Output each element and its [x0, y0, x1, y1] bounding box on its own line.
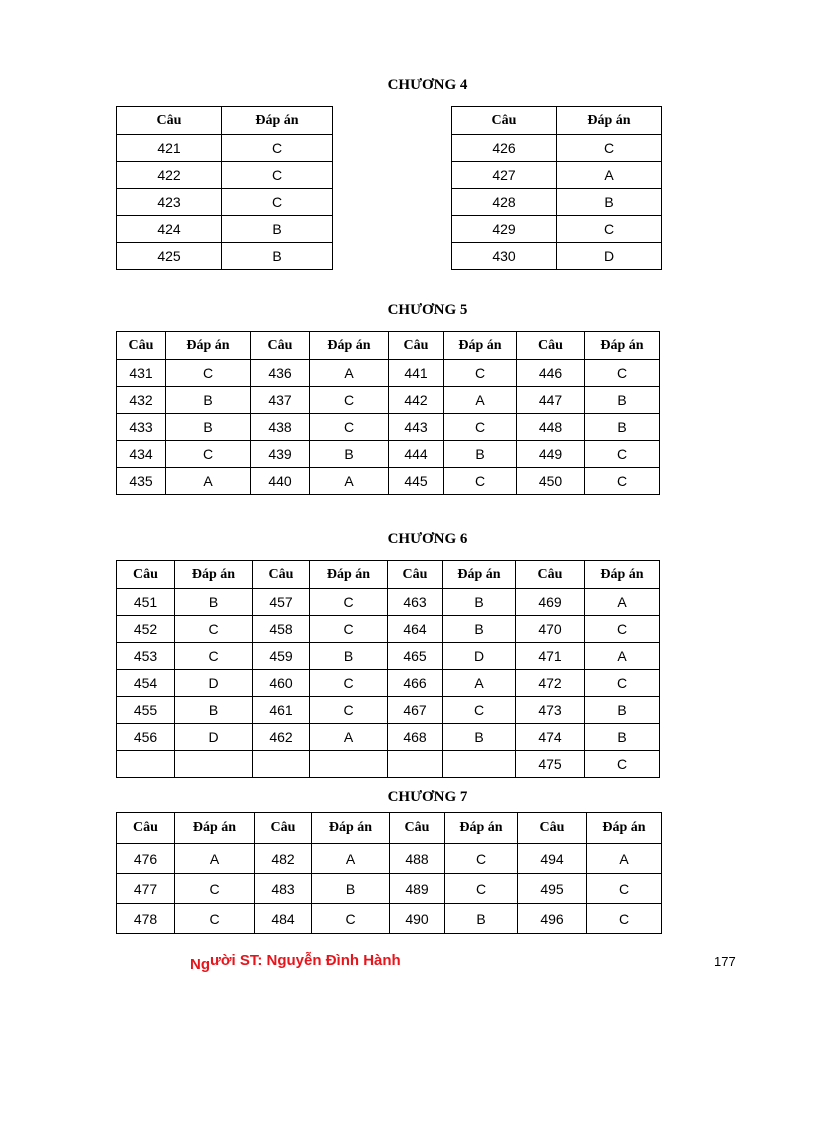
question-number: 435 [117, 468, 166, 495]
question-number: 451 [117, 589, 175, 616]
question-number: 453 [117, 643, 175, 670]
answer: C [557, 135, 662, 162]
answer: A [310, 468, 389, 495]
header-cau: Câu [117, 107, 222, 135]
answer: A [585, 589, 660, 616]
chapter-4-table-right [451, 106, 662, 270]
header-cau: Câu [518, 813, 587, 844]
question-number: 425 [117, 243, 222, 270]
question-number: 461 [253, 697, 310, 724]
table-row [452, 189, 662, 216]
answer: C [444, 468, 517, 495]
chapter-5-table [116, 331, 660, 495]
answer: B [175, 589, 253, 616]
answer: B [310, 441, 389, 468]
question-number: 482 [255, 844, 312, 874]
header-cau: Câu [117, 561, 175, 589]
table-row [117, 189, 333, 216]
question-number: 488 [390, 844, 445, 874]
question-number: 454 [117, 670, 175, 697]
question-number: 430 [452, 243, 557, 270]
answer: A [587, 844, 662, 874]
answer: B [445, 904, 518, 934]
answer: C [585, 670, 660, 697]
table-row [117, 751, 660, 778]
question-number: 472 [516, 670, 585, 697]
question-number: 447 [517, 387, 585, 414]
answer: C [444, 414, 517, 441]
answer: C [222, 135, 333, 162]
question-number: 424 [117, 216, 222, 243]
answer: C [445, 844, 518, 874]
answer: C [585, 751, 660, 778]
question-number: 462 [253, 724, 310, 751]
table-row [117, 468, 660, 495]
question-number: 484 [255, 904, 312, 934]
answer: B [585, 387, 660, 414]
table-row [117, 135, 333, 162]
answer: B [444, 441, 517, 468]
header-cau: Câu [253, 561, 310, 589]
header-dap-an: Đáp án [310, 332, 389, 360]
header-dap-an: Đáp án [444, 332, 517, 360]
header-cau: Câu [251, 332, 310, 360]
answer: B [585, 697, 660, 724]
question-number: 466 [388, 670, 443, 697]
answer: C [585, 441, 660, 468]
table-row [452, 135, 662, 162]
answer [443, 751, 516, 778]
answer: B [222, 216, 333, 243]
question-number: 450 [517, 468, 585, 495]
chapter-4-table-left [116, 106, 333, 270]
header-dap-an: Đáp án [445, 813, 518, 844]
answer: C [557, 216, 662, 243]
answer: B [166, 414, 251, 441]
question-number: 438 [251, 414, 310, 441]
question-number: 440 [251, 468, 310, 495]
header-cau: Câu [388, 561, 443, 589]
chapter-7-table [116, 812, 662, 934]
answer: A [443, 670, 516, 697]
table-row [452, 162, 662, 189]
header-dap-an: Đáp án [222, 107, 333, 135]
answer: D [443, 643, 516, 670]
header-dap-an: Đáp án [175, 813, 255, 844]
header-dap-an: Đáp án [175, 561, 253, 589]
table-row [452, 216, 662, 243]
header-dap-an: Đáp án [310, 561, 388, 589]
answer: D [175, 670, 253, 697]
answer: A [312, 844, 390, 874]
question-number: 427 [452, 162, 557, 189]
header-cau: Câu [117, 813, 175, 844]
answer: B [312, 874, 390, 904]
table-row [117, 162, 333, 189]
table-row [117, 697, 660, 724]
question-number: 441 [389, 360, 444, 387]
question-number: 477 [117, 874, 175, 904]
question-number: 455 [117, 697, 175, 724]
table-row [117, 724, 660, 751]
question-number: 465 [388, 643, 443, 670]
question-number: 468 [388, 724, 443, 751]
question-number: 448 [517, 414, 585, 441]
question-number: 434 [117, 441, 166, 468]
header-dap-an: Đáp án [557, 107, 662, 135]
question-number: 433 [117, 414, 166, 441]
answer: C [587, 904, 662, 934]
header-cau: Câu [117, 332, 166, 360]
answer: A [444, 387, 517, 414]
question-number: 467 [388, 697, 443, 724]
answer: C [175, 616, 253, 643]
author-credit-text: ười ST: Nguyễn Đình Hành [210, 952, 401, 969]
table-row [117, 904, 662, 934]
table-row [117, 360, 660, 387]
question-number: 432 [117, 387, 166, 414]
answer: C [585, 616, 660, 643]
answer: C [310, 387, 389, 414]
question-number: 421 [117, 135, 222, 162]
answer: C [310, 670, 388, 697]
header-dap-an: Đáp án [166, 332, 251, 360]
answer: C [585, 360, 660, 387]
answer: B [222, 243, 333, 270]
header-cau: Câu [452, 107, 557, 135]
question-number: 443 [389, 414, 444, 441]
answer: B [443, 616, 516, 643]
header-dap-an: Đáp án [585, 332, 660, 360]
question-number: 474 [516, 724, 585, 751]
answer: B [166, 387, 251, 414]
header-cau: Câu [389, 332, 444, 360]
table-row [117, 387, 660, 414]
question-number: 431 [117, 360, 166, 387]
header-cau: Câu [255, 813, 312, 844]
table-row [117, 616, 660, 643]
question-number: 476 [117, 844, 175, 874]
question-number: 436 [251, 360, 310, 387]
answer: B [443, 724, 516, 751]
answer: B [175, 697, 253, 724]
table-row [117, 643, 660, 670]
question-number: 422 [117, 162, 222, 189]
answer: A [557, 162, 662, 189]
table-row [117, 216, 333, 243]
header-dap-an: Đáp án [585, 561, 660, 589]
answer: B [310, 643, 388, 670]
answer: C [443, 697, 516, 724]
question-number: 494 [518, 844, 587, 874]
table-row [117, 441, 660, 468]
chapter-5-title: CHƯƠNG 5 [387, 302, 468, 318]
table-row [117, 670, 660, 697]
question-number [253, 751, 310, 778]
answer: B [443, 589, 516, 616]
header-cau: Câu [517, 332, 585, 360]
question-number: 478 [117, 904, 175, 934]
answer: C [587, 874, 662, 904]
answer: C [166, 360, 251, 387]
answer: C [585, 468, 660, 495]
question-number: 471 [516, 643, 585, 670]
question-number: 444 [389, 441, 444, 468]
answer: B [585, 724, 660, 751]
question-number: 483 [255, 874, 312, 904]
answer: A [166, 468, 251, 495]
chapter-6-title: CHƯƠNG 6 [387, 531, 468, 547]
header-dap-an: Đáp án [312, 813, 390, 844]
header-cau: Câu [390, 813, 445, 844]
answer: C [445, 874, 518, 904]
question-number: 429 [452, 216, 557, 243]
answer: C [310, 589, 388, 616]
answer: C [222, 189, 333, 216]
question-number: 457 [253, 589, 310, 616]
question-number: 473 [516, 697, 585, 724]
table-row [117, 414, 660, 441]
question-number: 442 [389, 387, 444, 414]
header-cau: Câu [516, 561, 585, 589]
question-number: 426 [452, 135, 557, 162]
answer: C [175, 904, 255, 934]
question-number: 470 [516, 616, 585, 643]
question-number: 456 [117, 724, 175, 751]
chapter-7-title: CHƯƠNG 7 [387, 789, 468, 805]
answer: D [557, 243, 662, 270]
answer: C [444, 360, 517, 387]
question-number [117, 751, 175, 778]
question-number: 446 [517, 360, 585, 387]
answer [175, 751, 253, 778]
answer: C [310, 414, 389, 441]
answer: C [175, 643, 253, 670]
question-number: 428 [452, 189, 557, 216]
question-number: 458 [253, 616, 310, 643]
question-number [388, 751, 443, 778]
table-row [117, 874, 662, 904]
author-credit [190, 952, 401, 973]
question-number: 475 [516, 751, 585, 778]
question-number: 423 [117, 189, 222, 216]
header-dap-an: Đáp án [587, 813, 662, 844]
answer: C [310, 697, 388, 724]
answer: C [312, 904, 390, 934]
answer: A [175, 844, 255, 874]
question-number: 449 [517, 441, 585, 468]
question-number: 490 [390, 904, 445, 934]
answer: A [585, 643, 660, 670]
answer: C [310, 616, 388, 643]
question-number: 439 [251, 441, 310, 468]
author-credit-prefix: Ng [190, 956, 210, 973]
question-number: 463 [388, 589, 443, 616]
question-number: 464 [388, 616, 443, 643]
chapter-4-title: CHƯƠNG 4 [387, 77, 468, 93]
question-number: 495 [518, 874, 587, 904]
answer: A [310, 360, 389, 387]
answer [310, 751, 388, 778]
question-number: 469 [516, 589, 585, 616]
answer: B [585, 414, 660, 441]
answer: C [222, 162, 333, 189]
table-row [117, 243, 333, 270]
question-number: 459 [253, 643, 310, 670]
chapter-6-table [116, 560, 660, 778]
answer: B [557, 189, 662, 216]
header-dap-an: Đáp án [443, 561, 516, 589]
question-number: 460 [253, 670, 310, 697]
answer: D [175, 724, 253, 751]
page-number: 177 [714, 954, 736, 969]
answer: C [166, 441, 251, 468]
answer: A [310, 724, 388, 751]
table-row [117, 844, 662, 874]
question-number: 496 [518, 904, 587, 934]
table-row [452, 243, 662, 270]
table-row [117, 589, 660, 616]
question-number: 437 [251, 387, 310, 414]
question-number: 452 [117, 616, 175, 643]
answer: C [175, 874, 255, 904]
question-number: 489 [390, 874, 445, 904]
question-number: 445 [389, 468, 444, 495]
